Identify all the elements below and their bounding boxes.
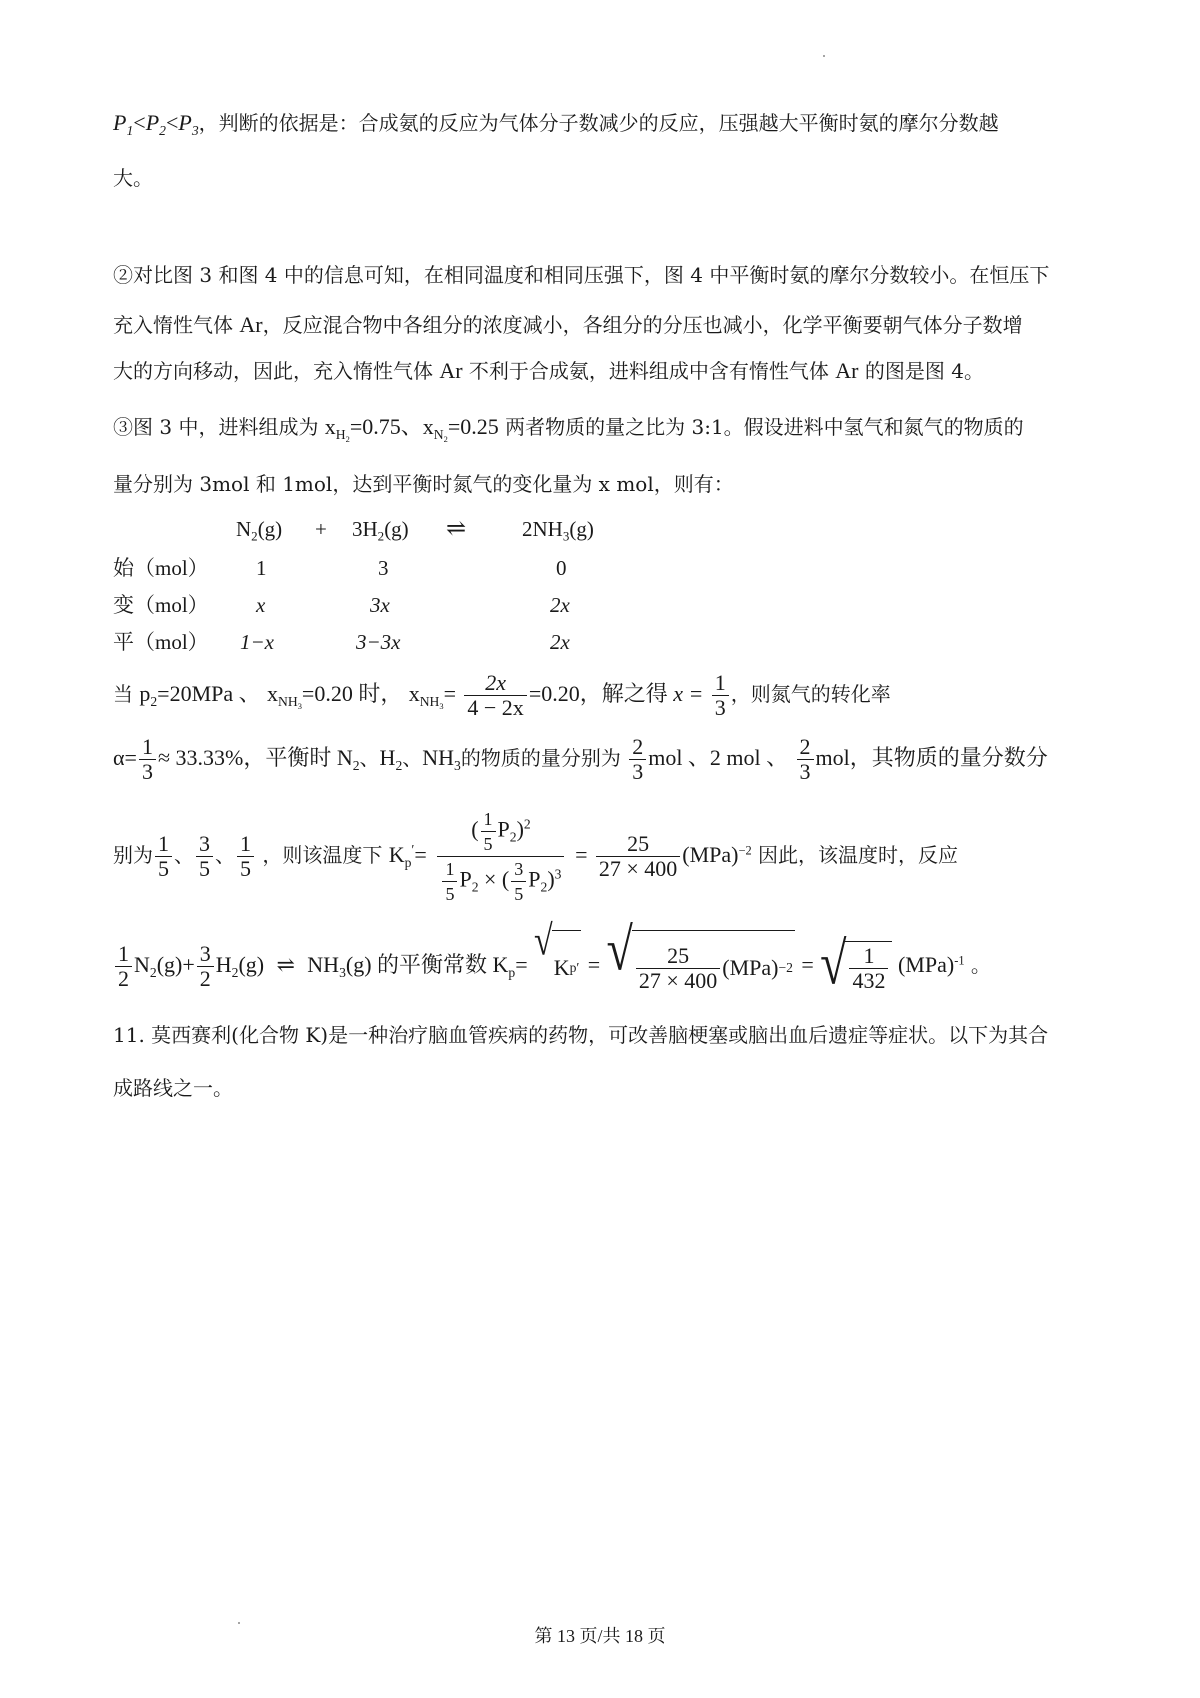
fraction: $\frac{1}{5}$ xyxy=(155,832,172,881)
kp-prime: $K_p'$ xyxy=(388,841,415,870)
p2-symbol: $p_2$ xyxy=(139,681,158,709)
x-nh3: $x_{NH_3}$ xyxy=(267,681,302,711)
fraction: $\frac{3}{5}$ xyxy=(196,832,213,881)
para7-line: $\frac{1}{2}$ $N_2(g)+$ $\frac{3}{2}$ $H_2(g)$ ⇌ $NH_3(g)$ 的平衡常数 $K_p=$ √ K p ′ = √ $\frac{25}{27 \times 400}$ (MPa) −2 = √ $\frac{1}{432}$ (MPa)$^{-1}$ 。 xyxy=(113,930,991,1003)
equilibrium-arrow-icon: ⇌ xyxy=(276,952,295,977)
lt-sign: < xyxy=(133,110,146,135)
para3-line2: 量分别为 3mol 和 1mol，达到平衡时氮气的变化量为 x mol，则有： xyxy=(113,472,734,496)
p2-symbol: $P_2$ xyxy=(145,110,166,138)
para5-line: α= $\frac{1}{3}$ ≈ 33.33%，平衡时 $N_2$、$H_2$、$NH_3$的物质的量分别为 $\frac{2}{3}$ mol 、2 mol 、 $\frac{2}{3}$ mol，其物质的量分数分 xyxy=(113,734,1048,784)
x-nh3: $x_{NH_3}$ xyxy=(408,681,444,711)
fraction: $\frac{3}{2}$ xyxy=(197,942,214,991)
fraction: $\frac{1}{2}$ xyxy=(115,942,132,991)
n2-reactant: $N_2(g)$ xyxy=(236,517,283,544)
kp-expression: ( $\frac{1}{5}$ $P_2)^2$ $\frac{1}{5}$ $P_2$ × ( $\frac{3}{5}$ $P_2)^3$ xyxy=(437,807,565,906)
para6-line: 别为 $\frac{1}{5}$ 、 $\frac{3}{5}$ 、 $\frac{1}{5}$ ，则该温度下 $K_p'=$ ( $\frac{1}{5}$ $P_2)^2$ $\frac{1}{5}$ $P_2$ × ( $\frac{3}{5}$ $P_2)^3$ = $\frac{25}{27 \times 400}$ (MPa)$^{-2}$ 因此，该温度时，反应 xyxy=(113,809,959,904)
argon-symbol: Ar xyxy=(439,358,463,383)
question-11-line1: 11. 莫西赛利(化合物 K)是一种治疗脑血管疾病的药物，可改善脑梗塞或脑出血后遗症等症状。以下为其合 xyxy=(113,1023,1049,1047)
para3-line1: ③图 3 中，进料组成为 $x_{H_2}=0.75$、$x_{N_2}=0.25$ 两者物质的量之比为 3:1。假设进料中氢气和氮气的物质的 xyxy=(113,414,1024,444)
fraction: $\frac{1}{3}$ xyxy=(712,671,729,720)
question-11-line2: 成路线之一。 xyxy=(113,1076,233,1100)
para2-line2: 充入惰性气体 Ar，反应混合物中各组分的浓度减小，各组分的分压也减小，化学平衡要朝气体分子数增 xyxy=(113,312,1023,337)
para1-line1 xyxy=(113,110,999,136)
x-h2: $x_{H_2}$ xyxy=(324,414,350,444)
fraction: $\frac{25}{27 \times 400}$ xyxy=(596,832,680,881)
fraction: $\frac{1}{5}$ xyxy=(237,832,254,881)
x-n2: $x_{N_2}$ xyxy=(422,414,448,444)
para4-line: 当 $p_2=20MPa$ 、 $x_{NH_3}=0.20$ 时， $x_{NH_3}=$ $\frac{2x}{4 - 2x}$ =0.20，解之得 x = $\frac{1}{3}$ ，则氮气的转化率 xyxy=(113,670,891,720)
scan-speck xyxy=(823,55,825,57)
fraction: $\frac{1}{3}$ xyxy=(139,735,156,784)
para2-line1: ②对比图 3 和图 4 中的信息可知，在相同温度和相同压强下，图 4 中平衡时氨的摩尔分数较小。在恒压下 xyxy=(113,263,1050,287)
nh3-product: $2NH_3(g)$ xyxy=(522,517,594,544)
sqrt-kp-prime: √ K p ′ xyxy=(534,930,581,1003)
lt-sign: < xyxy=(165,110,179,135)
para1-line2: 大。 xyxy=(113,166,153,190)
sqrt-expression: √ $\frac{1}{432}$ xyxy=(820,941,892,993)
argon-symbol: Ar xyxy=(239,312,263,337)
fraction: $\frac{2x}{4 - 2x}$ xyxy=(464,671,526,720)
page-number-footer: 第 13 页/共 18 页 xyxy=(534,1626,666,1646)
plus-sign: + xyxy=(315,517,327,541)
h2-reactant: $3H_2(g)$ xyxy=(352,517,409,544)
equilibrium-arrow-icon: ⇌ xyxy=(446,516,467,542)
fraction: $\frac{2}{3}$ xyxy=(629,735,646,784)
p3-symbol: $P_3$ xyxy=(178,110,199,138)
para1-text: ，判断的依据是：合成氨的反应为气体分子数减少的反应，压强越大平衡时氨的摩尔分数越 xyxy=(198,111,999,135)
sqrt-expression: √ $\frac{25}{27 \times 400}$ (MPa) −2 xyxy=(607,930,795,1003)
document-page: $P_1<P_2<P_3$，判断的依据是：合成氨的反应为气体分子数减少的反应，压强越大平衡时氨的摩尔分数越 大。 ②对比图 3 和图 4 中的信息可知，在相同温度和相同压强下，图 4 中平衡时氨的摩尔分数较小。在恒压下 充入惰性气体 Ar，反应混合物中各组分的浓度减小，各组分的分压也减小，化学平衡要朝气体分子数增 大的方向移动，因此，充入惰性气体 Ar 不利于合成氨，进料组成中含有惰性气体 Ar 的图是图 4。 ③图 3 中，进料组成为 $x_{H_2}=0.75$、$x_{N_2}=0.25$ 两者物质的量之比为 3:1。假设进料中氢气和氮气的物质的 量分别为 3mol 和 1mol，达到平衡时氮气的变化量为 x mol，则有： $N_2(g)$ + $3H_2(g)$ ⇌ $2NH_3(g)$ 始（mol） 1 3 0 变（mol） x 3x 2x 平（mol） 1−x 3−3x 2x 当 $p_2=20MPa$ 、 $x_{NH_3}=0.20$ 时， $x_{NH_3}=$ $\frac{2x}{4 - 2x}$ =0.20，解之得 x = $\frac{1}{3}$ ，则氮气的转化率 α= $\frac{1}{3}$ ≈ 33.33%，平衡时 $N_2$、$H_2$、$NH_3$的物质的量分别为 $\frac{2}{3}$ mol 、2 mol 、 $\frac{2}{3}$ mol，其物质的量分数分 别为 $\frac{1}{5}$ 、 $\frac{3}{5}$ 、 $\frac{1}{5}$ ，则该温度下 $K_p'=$ ( $\frac{1}{5}$ $P_2)^2$ $\frac{1}{5}$ $P_2$ × ( $\frac{3}{5}$ $P_2)^3$ = $\frac{25}{27 \times 400}$ (MPa)$^{-2}$ 因此，该温度时，反应 $\frac{1}{2}$ $N_2(g)+$ $\frac{3}{2}$ $H_2(g)$ ⇌ $NH_3(g)$ 的平衡常数 $K_p=$ √ K p ′ = √ $\frac{25}{27 \times 400}$ (MPa) −2 = √ $\frac{1}{432}$ (MPa)$^{-1}$ 。 11. 莫西赛利(化合物 K)是一种治疗脑血管疾病的药物，可改善脑梗塞或脑出血后遗症等症状。以下为其合 成路线之一。 第 13 页/共 18 页 xyxy=(0,0,1200,1698)
argon-symbol: Ar xyxy=(835,358,859,383)
para2-line3: 大的方向移动，因此，充入惰性气体 Ar 不利于合成氨，进料组成中含有惰性气体 Ar 的图是图 4。 xyxy=(113,358,984,383)
fraction: $\frac{2}{3}$ xyxy=(797,735,814,784)
p1-symbol: $P_1$ xyxy=(113,110,134,138)
